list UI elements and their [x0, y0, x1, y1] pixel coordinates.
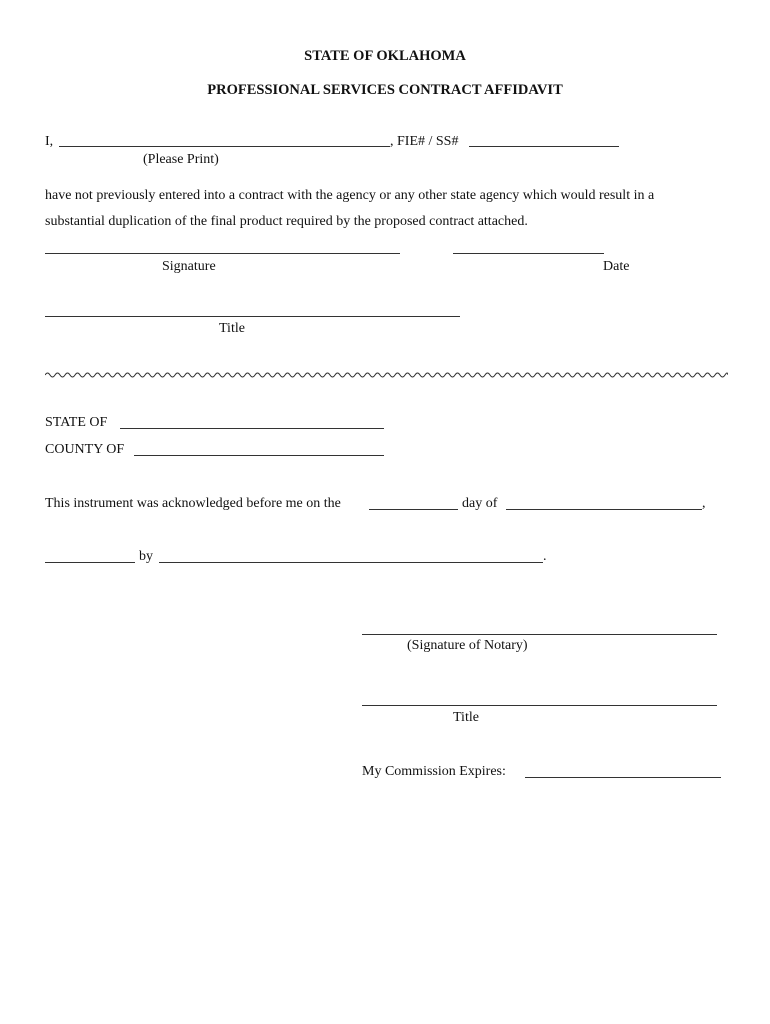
ack-year-field[interactable] [45, 562, 135, 563]
affiant-name-field[interactable] [59, 146, 390, 147]
commission-expires-label: My Commission Expires: [362, 764, 506, 779]
signature-field[interactable] [45, 253, 400, 254]
fie-ss-field[interactable] [469, 146, 619, 147]
form-title: PROFESSIONAL SERVICES CONTRACT AFFIDAVIT [207, 82, 563, 98]
statement-line-1: have not previously entered into a contract with the agency or any other state agency which would result in a [45, 188, 655, 203]
ack-comma: , [702, 496, 706, 511]
title-label: Title [219, 321, 245, 336]
notary-title-label: Title [453, 710, 479, 725]
date-label: Date [603, 259, 630, 274]
ack-by-name-field[interactable] [159, 562, 543, 563]
wavy-separator [45, 370, 728, 380]
affiant-prefix: I, [45, 134, 54, 149]
county-of-label: COUNTY OF [45, 442, 125, 457]
ack-month-field[interactable] [506, 509, 702, 510]
state-of-label: STATE OF [45, 415, 108, 430]
notary-title-field[interactable] [362, 705, 717, 706]
signature-label: Signature [162, 259, 216, 274]
by-label: by [139, 549, 153, 564]
day-of-label: day of [462, 496, 498, 511]
title-field[interactable] [45, 316, 460, 317]
notary-signature-label: (Signature of Notary) [407, 638, 528, 653]
notary-signature-field[interactable] [362, 634, 717, 635]
ack-day-field[interactable] [369, 509, 458, 510]
statement-line-2: substantial duplication of the final product required by the proposed contract attached. [45, 214, 528, 229]
state-heading: STATE OF OKLAHOMA [304, 48, 466, 64]
acknowledgement-text: This instrument was acknowledged before me on the [45, 496, 341, 511]
state-of-field[interactable] [120, 428, 384, 429]
county-of-field[interactable] [134, 455, 384, 456]
commission-expires-field[interactable] [525, 777, 721, 778]
fie-ss-label: , FIE# / SS# [390, 134, 459, 149]
ack-period: . [543, 549, 547, 564]
date-field[interactable] [453, 253, 604, 254]
please-print-hint: (Please Print) [143, 152, 219, 167]
